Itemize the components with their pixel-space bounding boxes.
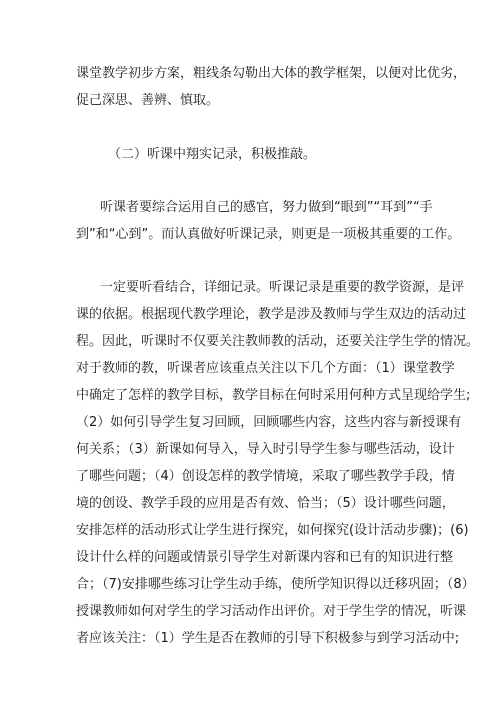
paragraph-line: 安排怎样的活动形式让学生进行探究，如何探究(设计活动步骤)；(6) bbox=[76, 523, 469, 538]
paragraph-line: 促己深思、善辨、慎取。 bbox=[76, 93, 220, 108]
section-heading: （二）听课中翔实记录，积极推敲。 bbox=[108, 147, 317, 162]
paragraph-line: 课的依据。根据现代教学理论，教学是涉及教师与学生双边的活动过 bbox=[76, 307, 467, 322]
paragraph-line: 对于教师的教，听课者应该重点关注以下几个方面：（1）课堂教学 bbox=[76, 361, 455, 376]
paragraph-line: 授课教师如何对学生的学习活动作出评价。对于学生学的情况，听课 bbox=[76, 604, 467, 619]
paragraph-line: 一定要听看结合，详细记录。听课记录是重要的教学资源，是评 bbox=[100, 280, 465, 295]
paragraph-line: （2）如何引导学生复习回顾，回顾哪些内容，这些内容与新授课有 bbox=[76, 415, 462, 430]
paragraph-line: 何关系；（3）新课如何导入，导入时引导学生参与哪些活动，设计 bbox=[76, 442, 455, 457]
paragraph-line: 到”和“心到”。而认真做好听课记录，则更是一项极其重要的工作。 bbox=[76, 227, 461, 242]
paragraph-line: 合；（7)安排哪些练习让学生动手练，使所学知识得以迁移巩固；（8） bbox=[76, 577, 475, 592]
paragraph-line: 程。因此，听课时不仅要关注教师教的活动，还要关注学生学的情况。 bbox=[76, 334, 480, 349]
paragraph-line: 设计什么样的问题或情景引导学生对新课内容和已有的知识进行整 bbox=[76, 550, 454, 565]
paragraph-line: 听课者要综合运用自己的感官，努力做到“眼到”“耳到”“手 bbox=[100, 200, 433, 215]
paragraph-line: 境的创设、教学手段的应用是否有效、恰当；（5）设计哪些问题， bbox=[76, 496, 455, 511]
paragraph-line: 课堂教学初步方案，粗线条勾勒出大体的教学框架，以便对比优劣， bbox=[76, 66, 467, 81]
paragraph-line: 者应该关注：（1）学生是否在教师的引导下积极参与到学习活动中; bbox=[76, 631, 460, 646]
paragraph-line: 了哪些问题；（4）创设怎样的教学情境，采取了哪些教学手段，情 bbox=[76, 469, 455, 484]
paragraph-line: 中确定了怎样的教学目标，教学目标在何时采用何种方式呈现给学生; bbox=[76, 388, 471, 403]
